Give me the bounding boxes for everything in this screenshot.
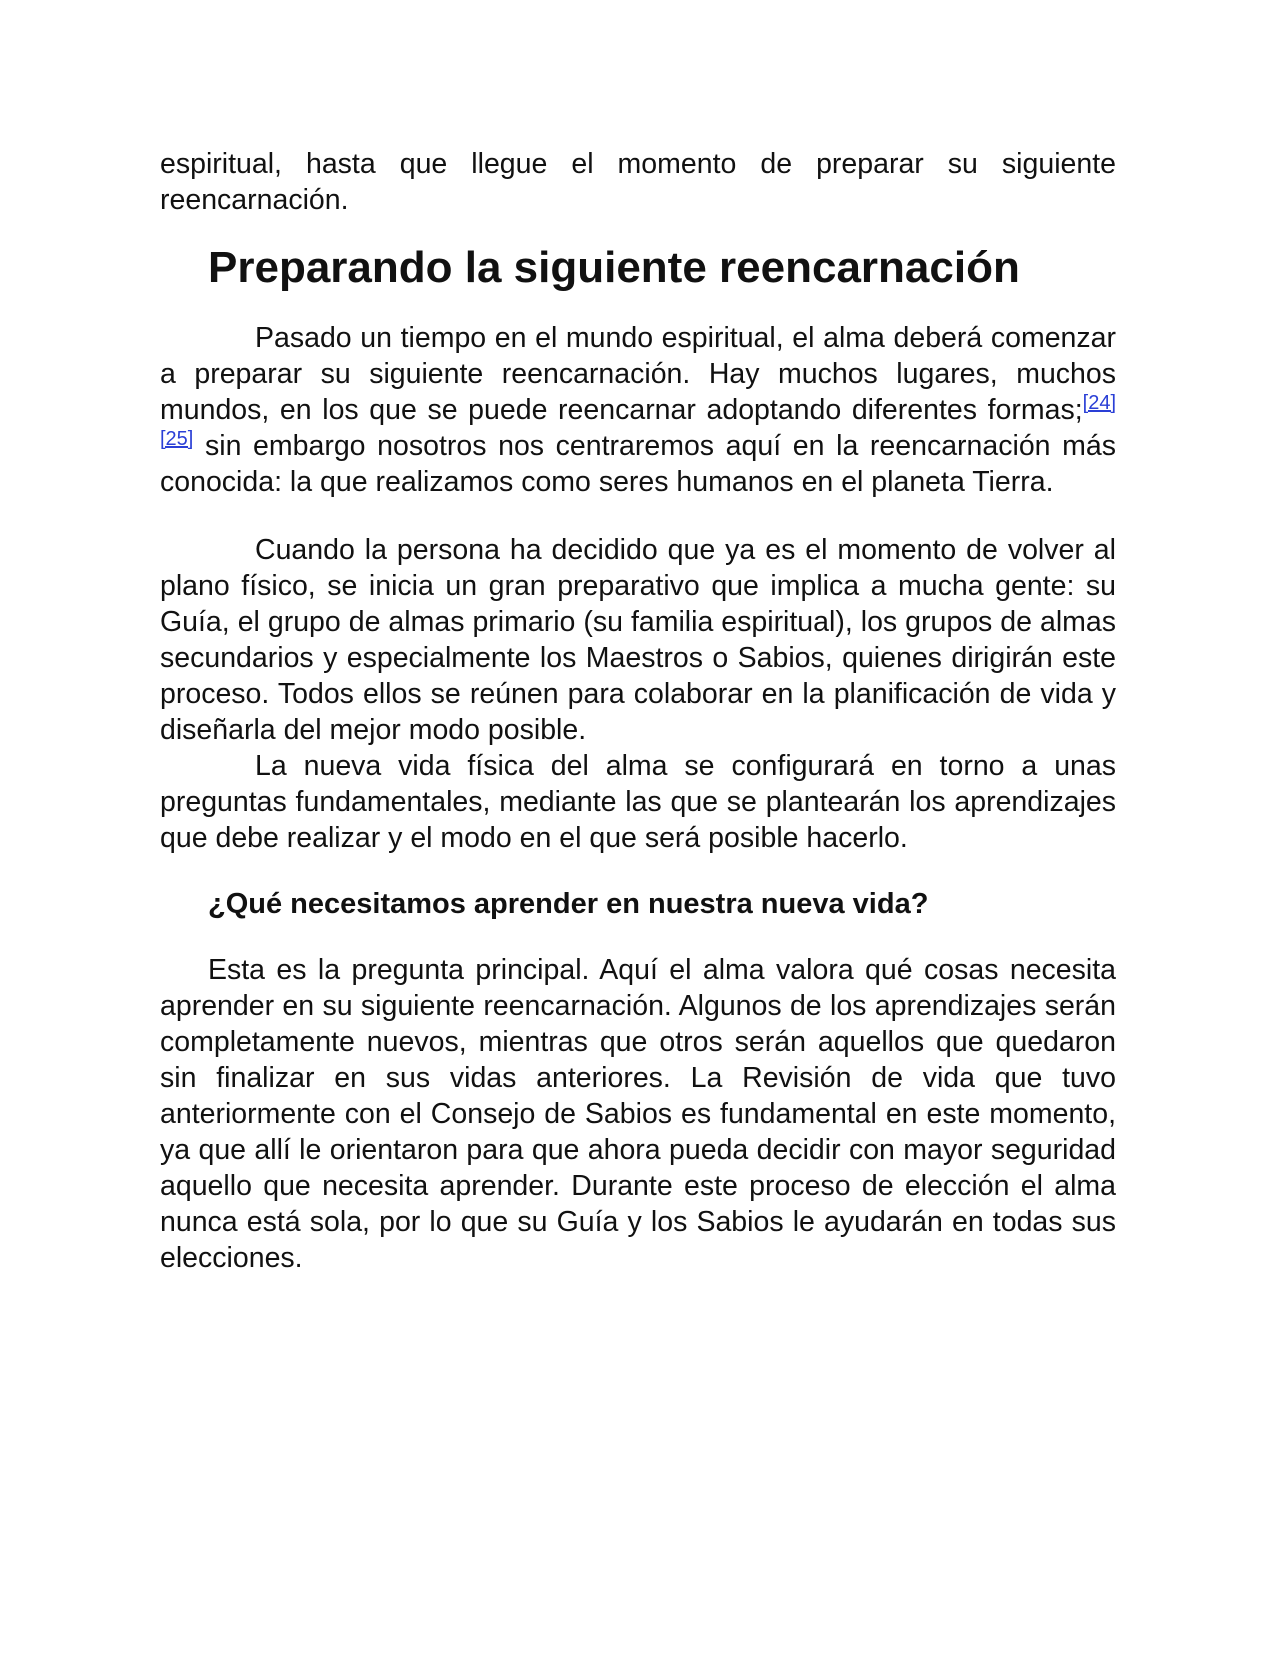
subsection-heading: ¿Qué necesitamos aprender en nuestra nueva vida? <box>208 888 929 920</box>
footnote-ref-25 <box>160 424 193 451</box>
footnote-link-24[interactable]: [24] <box>1082 392 1116 414</box>
document-page <box>160 146 1116 1276</box>
footnote-link-25[interactable]: [25] <box>160 428 194 450</box>
paragraph-1-text-a: Pasado un tiempo en el mundo espiritual, el alma deberá comenzar a preparar su siguiente reencarnación. Hay muchos lugares, muchos mundos, en los que se puede reencarnar adoptando diferentes formas; <box>160 322 1116 426</box>
paragraph-1 <box>160 320 1116 500</box>
carryover-paragraph: espiritual, hasta que llegue el momento de preparar su siguiente reencarnación. <box>160 148 1116 216</box>
paragraph-3: La nueva vida física del alma se configurará en torno a unas preguntas fundamentales, mediante las que se plantearán los aprendizajes que debe realizar y el modo en el que será posible hacerlo. <box>160 750 1116 854</box>
paragraph-4: Esta es la pregunta principal. Aquí el alma valora qué cosas necesita aprender en su siguiente reencarnación. Algunos de los aprendizajes serán completamente nuevos, mientras que otros serán aquellos que quedaron sin finalizar en sus vidas anteriores. La Revisión de vida que tuvo anteriormente con el Consejo de Sabios es fundamental en este momento, ya que allí le orientaron para que ahora pueda decidir con mayor seguridad aquello que necesita aprender. Durante este proceso de elección el alma nunca está sola, por lo que su Guía y los Sabios le ayudarán en todas sus elecciones. <box>160 954 1116 1274</box>
footnote-ref-24 <box>1083 388 1116 415</box>
section-heading: Preparando la siguiente reencarnación <box>208 243 1020 292</box>
paragraph-2: Cuando la persona ha decidido que ya es el momento de volver al plano físico, se inicia un gran preparativo que implica a mucha gente: su Guía, el grupo de almas primario (su familia espiritual), los grupos de almas secundarios y especialmente los Maestros o Sabios, quienes dirigirán este proceso. Todos ellos se reúnen para colaborar en la planificación de vida y diseñarla del mejor modo posible. <box>160 534 1116 746</box>
paragraph-1-text-b: sin embargo nosotros nos centraremos aquí en la reencarnación más conocida: la que realizamos como seres humanos en el planeta Tierra. <box>160 430 1116 498</box>
